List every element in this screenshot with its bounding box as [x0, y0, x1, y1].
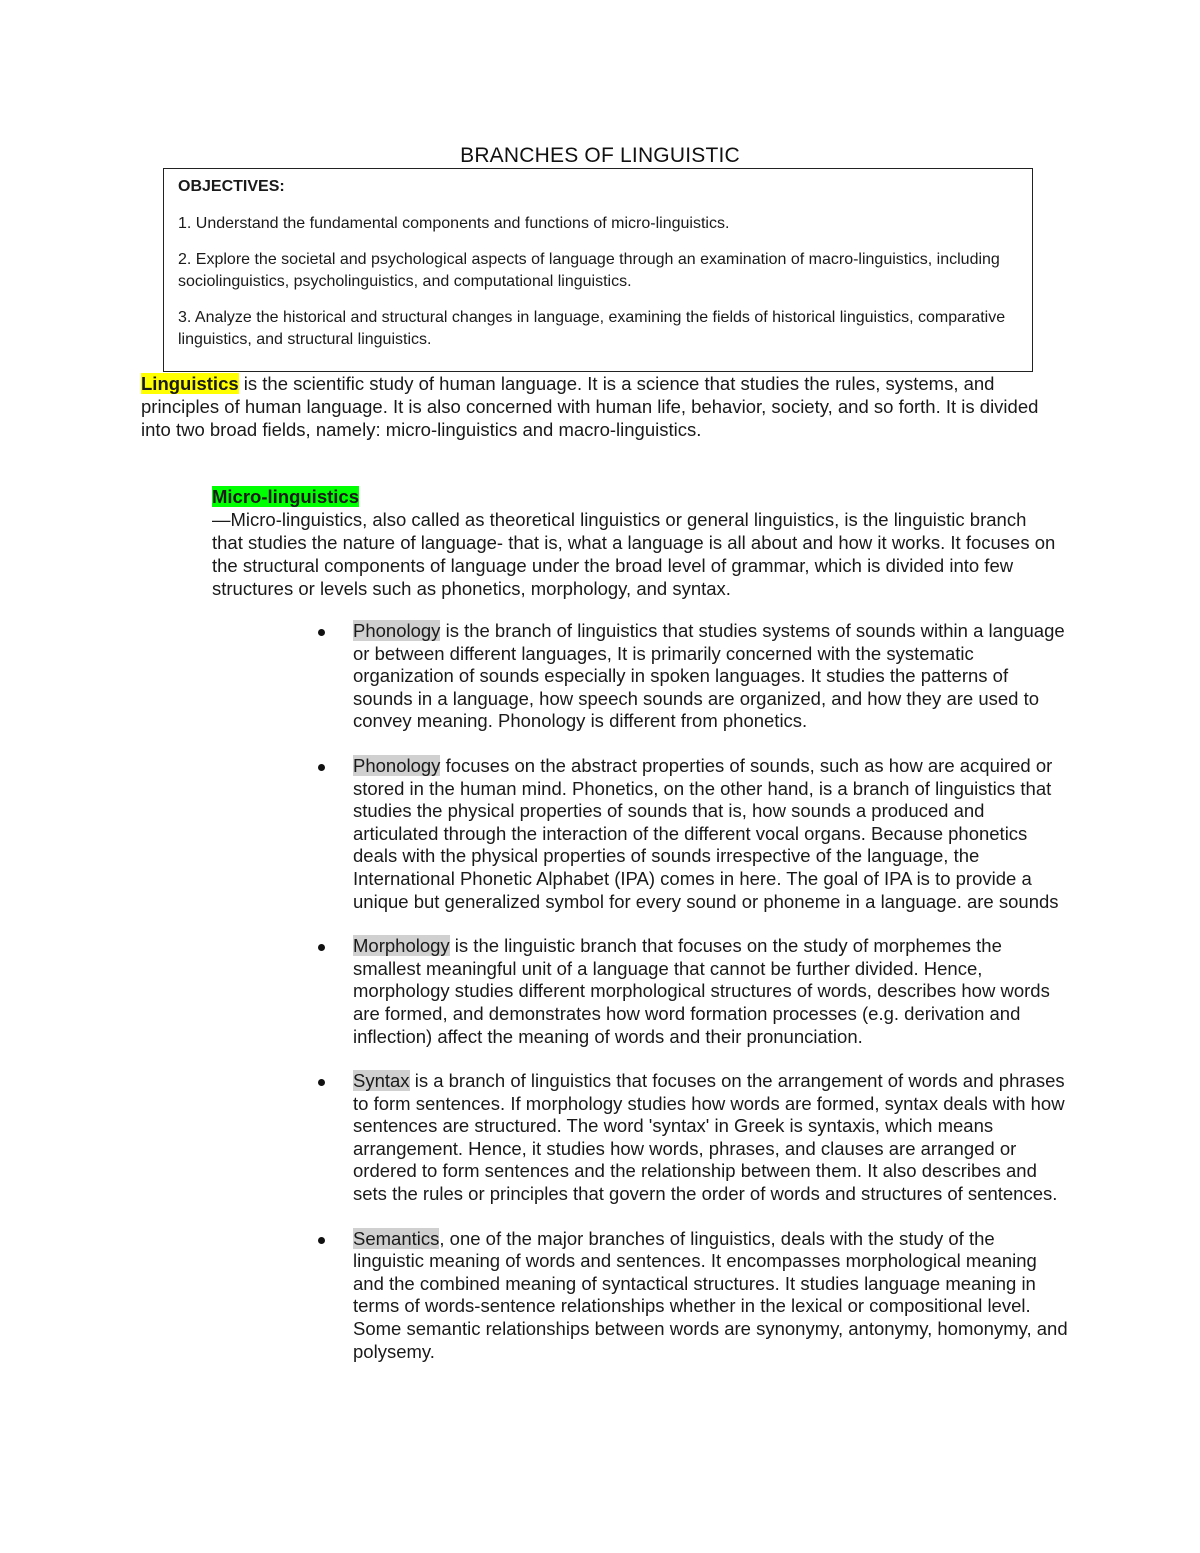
branch-term: Morphology: [353, 935, 450, 957]
list-item: [310, 1228, 1070, 1364]
document-title: BRANCHES OF LINGUISTIC: [460, 144, 740, 167]
list-item: [310, 1070, 1070, 1206]
objectives-box: [163, 168, 1033, 372]
branch-term: Phonology: [353, 620, 441, 641]
objective-item-2: 2. Explore the societal and psychological aspects of language through an examination of macro-linguistics, including sociolinguistics, psycholinguistics, and computational linguistics.: [178, 251, 1000, 290]
branch-text: is the linguistic branch that focuses on the study of morphemes the smallest meaningful unit of a language that cannot be further divided. Hence, morphology studies different morphological structures of words, describes how words are formed, and demonstrates how word formation processes (e.g. derivation and inflection) affect the meaning of words and their pronunciation.: [353, 935, 1050, 1047]
branch-term: Phonology: [353, 754, 441, 776]
bullet-icon: [318, 1237, 325, 1244]
branch-text: is a branch of linguistics that focuses on the arrangement of words and phrases to form sentences. If morphology studies how words are formed, syntax deals with how sentences are structured. The word 'syntax' in Greek is syntaxis, which means arrangement. Hence, it studies how words, phrases, and clauses are arranged or ordered to form sentences and the relationship between them. It also describes and sets the rules or principles that govern the order of words and structures of sentences.: [353, 1070, 1065, 1205]
micro-linguistics-text: —Micro-linguistics, also called as theoretical linguistics or general linguistics, is the linguistic branch that studies the nature of language- that is, what a language is all about and how it works. It focuses on the structural components of language under the broad level of grammar, which is divided into few structures or levels such as phonetics, morphology, and syntax.: [212, 509, 1056, 599]
micro-linguistics-heading: Micro-linguistics: [212, 486, 359, 507]
objective-item-1: 1. Understand the fundamental components and functions of micro-linguistics.: [178, 215, 730, 232]
branch-term: Semantics: [353, 1227, 440, 1249]
bullet-icon: [318, 944, 325, 951]
bullet-icon: [318, 1079, 325, 1086]
objectives-heading: OBJECTIVES:: [178, 178, 285, 195]
micro-linguistics-section: [212, 485, 1062, 600]
intro-text: is the scientific study of human language. It is a science that studies the rules, systems, and principles of human language. It is also concerned with human life, behavior, society, and so forth. It is divided into two broad fields, namely: micro-linguistics and macro-linguistics.: [141, 373, 1039, 440]
branch-text: focuses on the abstract properties of sounds, such as how are acquired or stored in the human mind. Phonetics, on the other hand, is a branch of linguistics that studies the physical properties of sounds that is, how sounds a produced and articulated through the interaction of the different vocal organs. Because phonetics deals with the physical properties of sounds irrespective of the language, the International Phonetic Alphabet (IPA) comes in here. The goal of IPA is to provide a unique but generalized symbol for every sound or phoneme in a language. are sounds: [353, 754, 1059, 912]
list-item: [310, 620, 1070, 733]
branch-text: , one of the major branches of linguistics, deals with the study of the linguistic meaning of words and sentences. It encompasses morphological meaning and the combined meaning of syntactical structures. It studies language meaning in terms of words-sentence relationships whether in the lexical or compositional level. Some semantic relationships between words are synonymy, antonymy, homonymy, and polysemy.: [353, 1227, 1068, 1362]
branch-text: is the branch of linguistics that studies systems of sounds within a language or between different languages, It is primarily concerned with the systematic organization of sounds especially in spoken languages. It studies the patterns of sounds in a language, how speech sounds are organized, and how they are used to convey meaning. Phonology is different from phonetics.: [353, 620, 1065, 732]
branches-list: [310, 620, 1070, 1385]
bullet-icon: [318, 629, 325, 636]
list-item: [310, 935, 1070, 1048]
list-item: [310, 755, 1070, 913]
intro-paragraph: [141, 372, 1061, 441]
linguistics-term-highlight: Linguistics: [141, 373, 239, 394]
objective-item-3: 3. Analyze the historical and structural changes in language, examining the fields of historical linguistics, comparative linguistics, and structural linguistics.: [178, 309, 1006, 348]
bullet-icon: [318, 764, 325, 771]
branch-term: Syntax: [353, 1070, 410, 1092]
